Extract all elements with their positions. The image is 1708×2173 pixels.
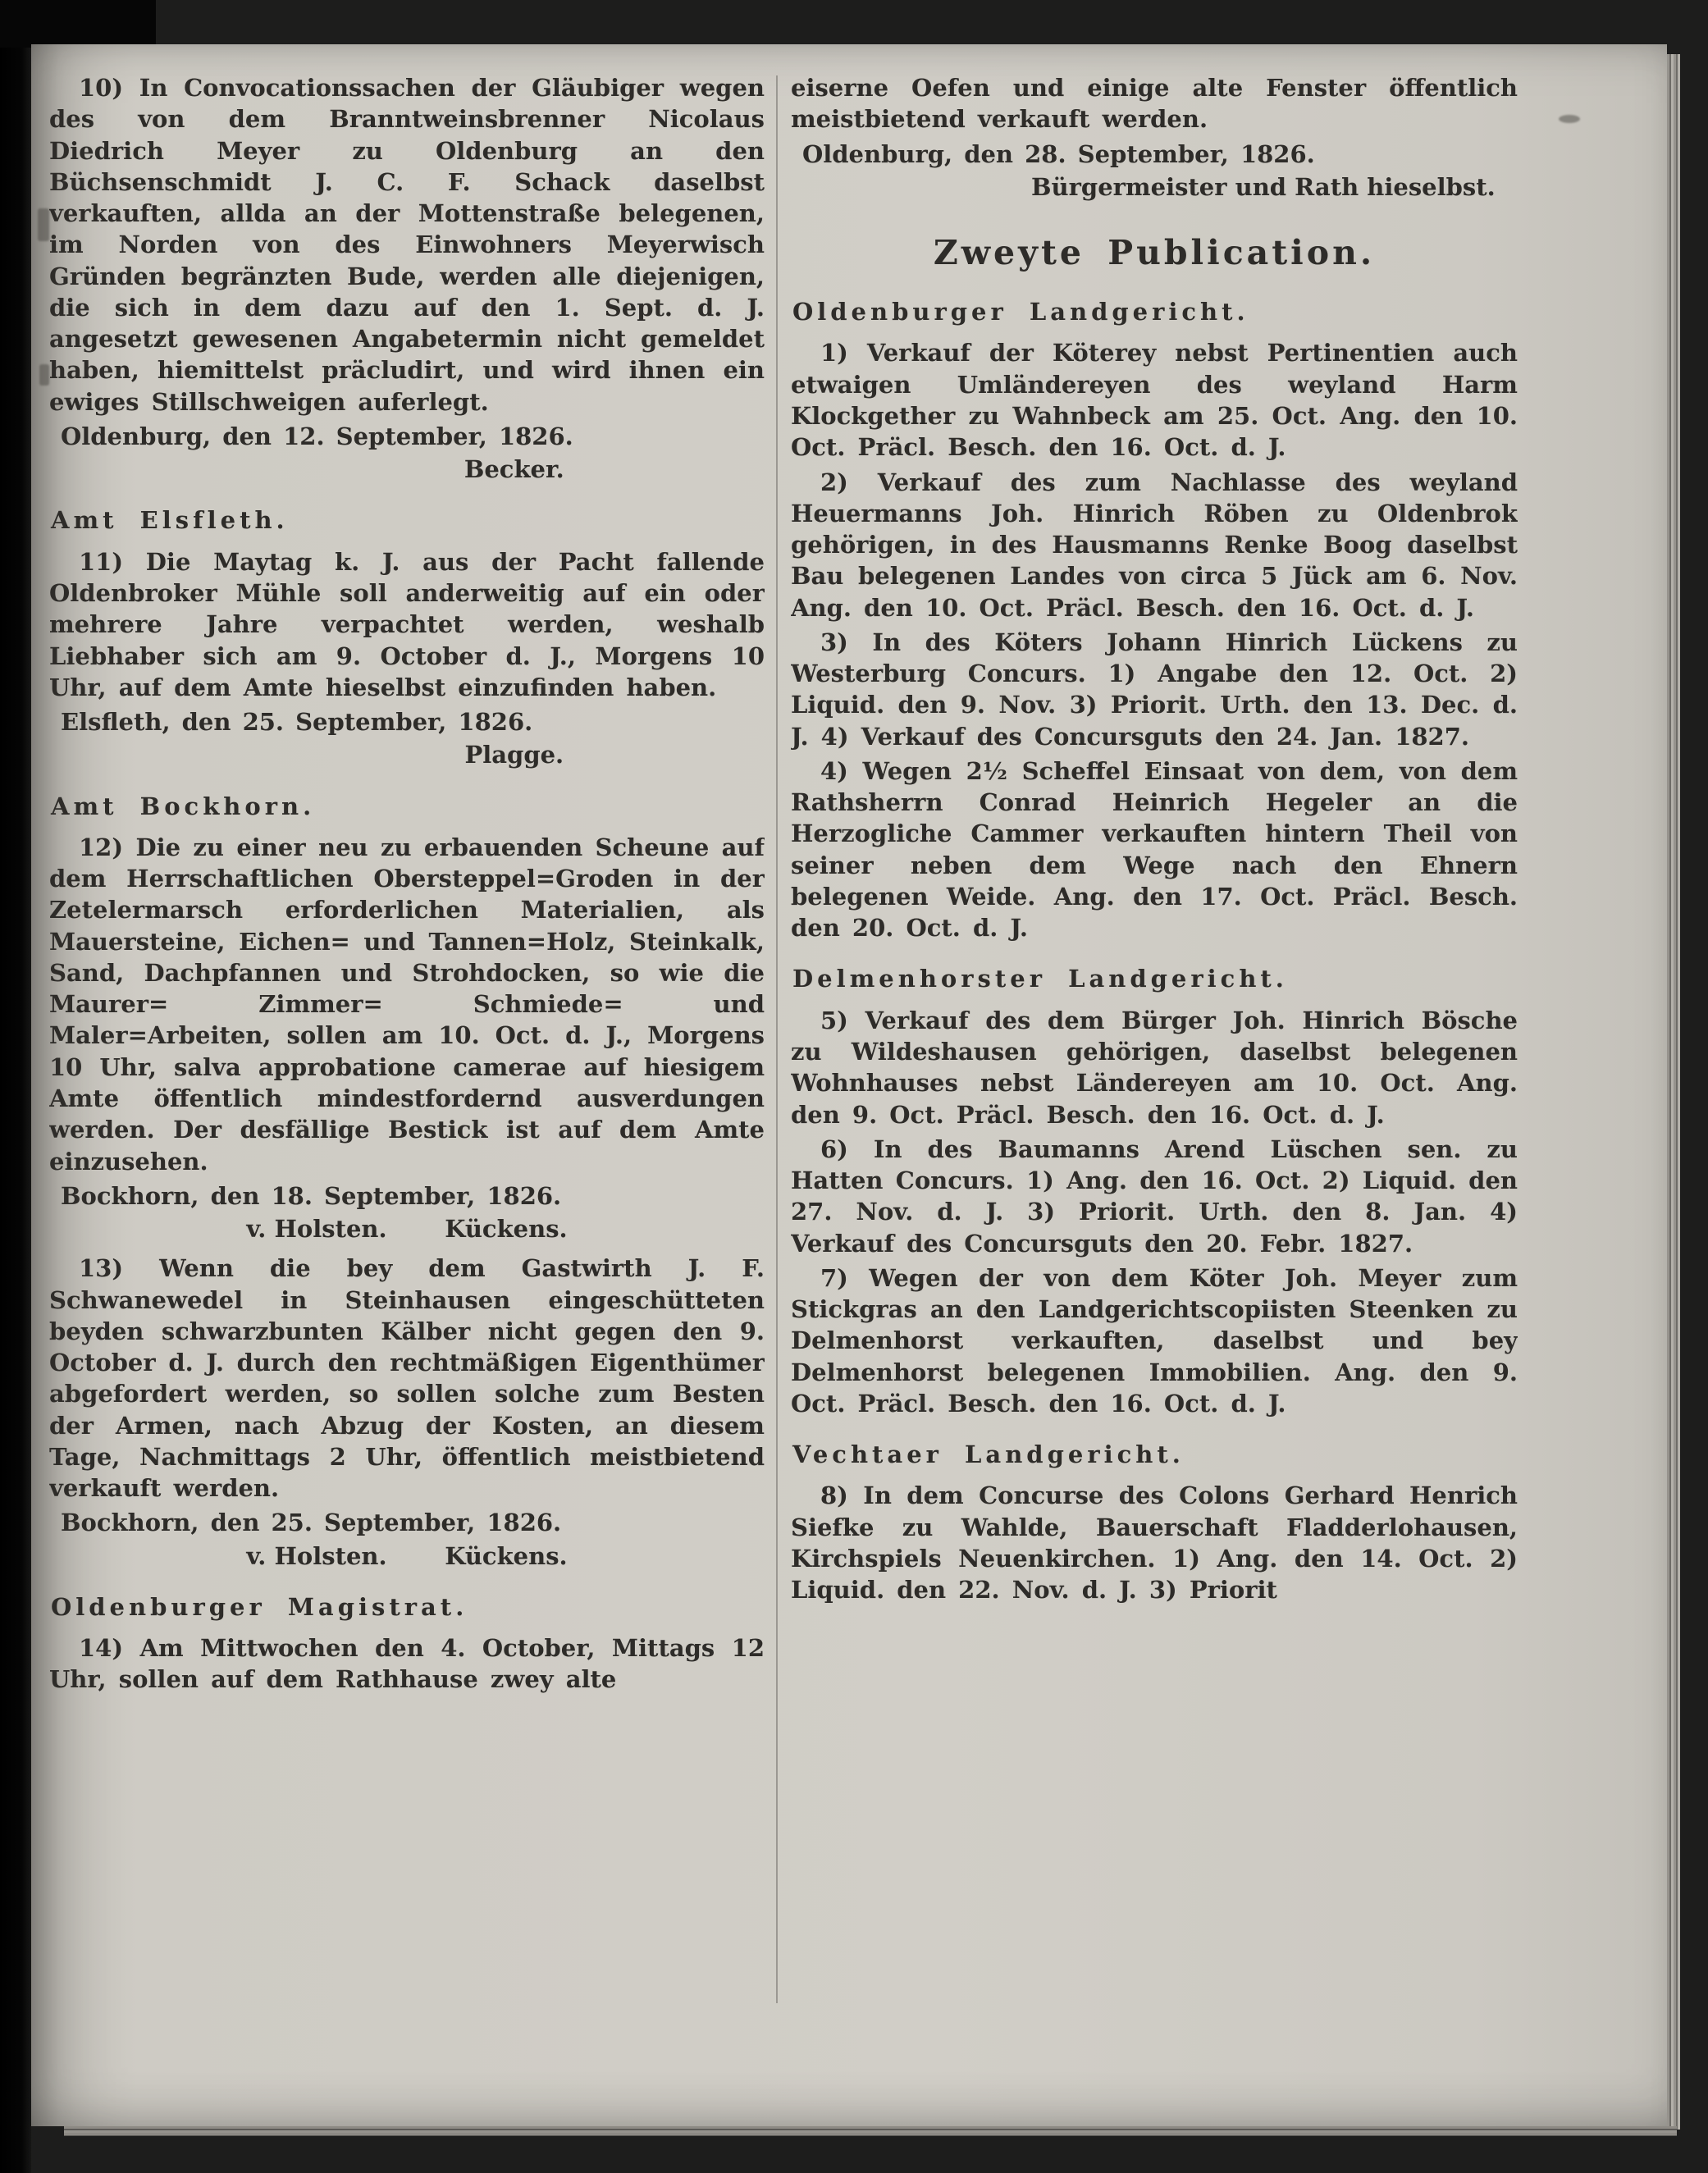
scan-dark-corner (0, 0, 156, 48)
dateline: Oldenburg, den 28. September, 1826. (802, 139, 1315, 168)
section-heading-amt-elsfleth: Amt Elsfleth. (51, 506, 289, 535)
dateline: Elsfleth, den 25. September, 1826. (61, 708, 533, 737)
notice-item-10: 10) In Convocationssachen der Gläubiger wegen des von dem Branntweinsbrenner Nicolaus Diedrich Meyer zu Oldenburg an den Büchsenschmidt J. C. F. Schack daselbst verkauften, allda an der Mottenstraße belegenen, im Norden von des Einwohners Meyerwisch Gründen begränzten Bude, werden alle diejenigen, die sich in dem dazu auf den 1. Sept. d. J. angesetzt gewesenen Angabetermin nicht gemeldet haben, hiemittelst präcludirt, und wird ihnen ein ewiges Stillschweigen auferlegt. (49, 74, 765, 416)
dateline: Bockhorn, den 18. September, 1826. (61, 1181, 562, 1210)
dateline: Oldenburg, den 12. September, 1826. (61, 422, 573, 450)
notice-item-13: 13) Wenn die bey dem Gastwirth J. F. Schwanewedel in Steinhausen eingeschütteten beyden schwarzbunten Kälber nicht gegen den 9. October d. J. durch den rechtmäßigen Eigenthümer abgefordert werden, so sollen solche zum Besten der Armen, nach Abzug der Kosten, an diesem Tage, Nachmittags 2 Uhr, öffentlich meistbietend verkauft werden. (49, 1254, 765, 1503)
notice-item-1: 1) Verkauf der Köterey nebst Pertinentien auch etwaigen Umländereyen des weyland Harm Klockgether zu Wahnbeck am 25. Oct. Ang. den 10. Oct. Präcl. Besch. den 16. Oct. d. J. (791, 339, 1518, 462)
notice-item-5: 5) Verkauf des dem Bürger Joh. Hinrich Bösche zu Wildeshausen gehörigen, daselbst belegenen Wohnhauses nebst Ländereyen am 10. Oct. Ang. den 9. Oct. Präcl. Besch. den 16. Oct. d. J. (791, 1006, 1518, 1129)
notice-item-14-continued: eiserne Oefen und einige alte Fenster öffentlich meistbietend verkauft werden. (791, 74, 1518, 134)
text-columns (49, 72, 1544, 2003)
notice-item-11: 11) Die Maytag k. J. aus der Pacht fallende Oldenbroker Mühle soll anderweitig auf ein oder mehrere Jahre verpachtet werden, weshalb Liebhaber sich am 9. October d. J., Morgens 10 Uhr, auf dem Amte hieselbst einzufinden haben. (49, 547, 765, 701)
signature-pair: v. Holsten. Kückens. (246, 1541, 568, 1570)
notice-item-2: 2) Verkauf des zum Nachlasse des weyland Heuermanns Joh. Hinrich Röben zu Oldenbrok gehörigen, in des Hausmanns Renke Boog daselbst Bau belegenen Landes von circa 5 Jück am 6. Nov. Ang. den 10. Oct. Präcl. Besch. den 16. Oct. d. J. (791, 468, 1518, 622)
column-divider (776, 75, 778, 2003)
page-stack-edges (1667, 54, 1680, 2130)
section-heading-oldenburger-magistrat: Oldenburger Magistrat. (51, 1592, 468, 1621)
left-column (49, 72, 765, 2003)
signature-pair: v. Holsten. Kückens. (246, 1215, 568, 1244)
ink-smudge (39, 364, 49, 386)
right-column (791, 72, 1518, 2003)
page-stack-bottom-edges (64, 2126, 1677, 2136)
notice-item-7: 7) Wegen der von dem Köter Joh. Meyer zum Stickgras an den Landgerichtscopiisten Steenken zu Delmenhorst verkauften, daselbst und bey Delmenhorst belegenen Immobilien. Ang. den 9. Oct. Präcl. Besch. den 16. Oct. d. J. (791, 1263, 1518, 1417)
signature: Becker. (464, 455, 564, 484)
ink-smudge (38, 208, 49, 241)
dateline: Bockhorn, den 25. September, 1826. (61, 1509, 562, 1537)
section-heading-delmenhorster-landgericht: Delmenhorster Landgericht. (792, 965, 1288, 993)
document-page (31, 44, 1667, 2126)
signature: Plagge. (464, 741, 564, 769)
notice-item-12: 12) Die zu einer neu zu erbauenden Scheune auf dem Herrschaftlichen Obersteppel=Groden in der Zetelermarsch erforderlichen Materialien, als Mauersteine, Eichen= und Tannen=Holz, Steinkalk, Sand, Dachpfannen und Strohdocken, so wie die Maurer= Zimmer= Schmiede= und Maler=Arbeiten, sollen am 10. Oct. d. J., Morgens 10 Uhr, salva approbatione camerae auf hiesigem Amte öffentlich mindestfordernd ausverdungen werden. Der desfällige Bestick ist auf dem Amte einzusehen. (49, 833, 765, 1176)
section-heading-amt-bockhorn: Amt Bockhorn. (51, 792, 316, 820)
notice-item-6: 6) In des Baumanns Arend Lüschen sen. zu Hatten Concurs. 1) Ang. den 16. Oct. 2) Liquid. den 27. Nov. d. J. 3) Priorit. Urth. den 8. Jan. 4) Verkauf des Concursguts den 20. Febr. 1827. (791, 1134, 1518, 1258)
signature: Bürgermeister und Rath hieselbst. (1031, 172, 1496, 201)
notice-item-8: 8) In dem Concurse des Colons Gerhard Henrich Siefke zu Wahlde, Bauerschaft Fladderlohausen, Kirchspiels Neuenkirchen. 1) Ang. den 14. Oct. 2) Liquid. den 22. Nov. d. J. 3) Priorit (791, 1481, 1518, 1605)
notice-item-4: 4) Wegen 2½ Scheffel Einsaat von dem, von dem Rathsherrn Conrad Heinrich Hegeler an die Herzogliche Cammer verkauften hintern Theil von seiner neben dem Wege nach den Ehnern belegenen Weide. Ang. den 17. Oct. Präcl. Besch. den 20. Oct. d. J. (791, 756, 1518, 943)
publication-heading: Zweyte Publication. (933, 233, 1376, 273)
notice-item-14: 14) Am Mittwochen den 4. October, Mittags 12 Uhr, sollen auf dem Rathhause zwey alte (49, 1634, 765, 1694)
section-heading-oldenburger-landgericht: Oldenburger Landgericht. (792, 298, 1249, 326)
notice-item-3: 3) In des Köters Johann Hinrich Lückens zu Westerburg Concurs. 1) Angabe den 12. Oct. 2) Liquid. den 9. Nov. 3) Priorit. Urth. den 13. Dec. d. J. 4) Verkauf des Concursguts den 24. Jan. 1827. (791, 628, 1518, 751)
section-heading-vechtaer-landgericht: Vechtaer Landgericht. (792, 1440, 1185, 1469)
book-binding-strip (0, 0, 31, 2173)
ink-smudge (1559, 115, 1580, 123)
